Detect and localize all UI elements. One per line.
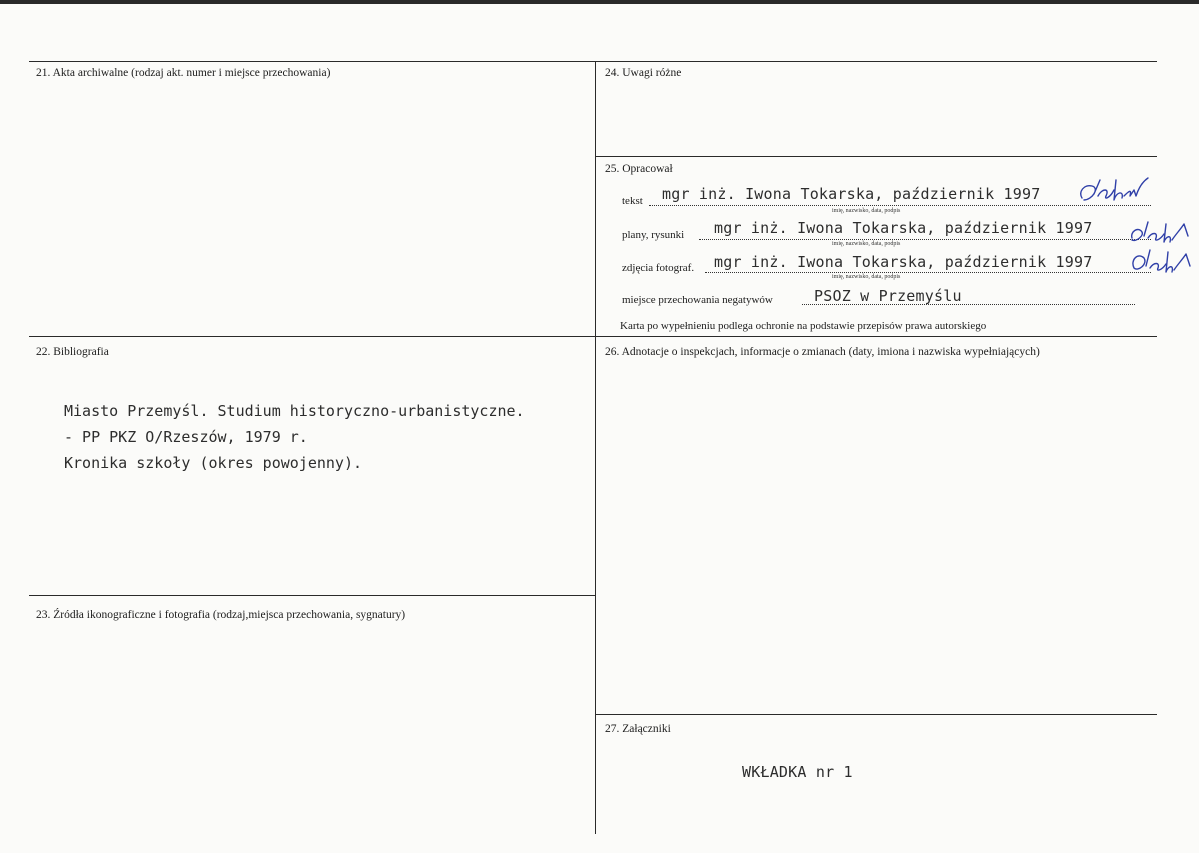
copyright-note: Karta po wypełnieniu podlega ochronie na podstawie przepisów prawa autorskiego [620,320,987,332]
row-plans-dots [699,239,1151,240]
rule-25-top [596,156,1157,157]
row-photos-label: zdjęcia fotograf. [622,262,695,274]
row-text-hint: imię, nazwisko, data, podpis [832,208,901,214]
section-22-label: 22. Bibliografia [36,346,109,358]
rule-23-top [29,595,595,596]
signature-1 [1076,166,1160,216]
row-photos-value: mgr inż. Iwona Tokarska, październik 1997 [714,253,1093,271]
signature-3 [1128,240,1194,286]
negatives-label: miejsce przechowania negatywów [622,294,773,306]
section-25-label: 25. Opracował [605,163,673,175]
row-plans-label: plany, rysunki [622,229,685,241]
attachment-value: WKŁADKA nr 1 [742,763,853,781]
bibliography-line-2: - PP PKZ O/Rzeszów, 1979 r. [64,428,308,446]
scan-edge [0,0,1199,4]
section-21-label: 21. Akta archiwalne (rodzaj akt. numer i miejsce przechowania) [36,67,331,79]
bibliography-line-3: Kronika szkoły (okres powojenny). [64,454,363,472]
negatives-value: PSOZ w Przemyślu [814,287,962,305]
row-plans-hint: imię, nazwisko, data, podpis [832,241,901,247]
row-text-value: mgr inż. Iwona Tokarska, październik 1997 [662,185,1041,203]
row-plans-value: mgr inż. Iwona Tokarska, październik 1997 [714,219,1093,237]
row-photos-dots [705,272,1151,273]
bibliography-line-1: Miasto Przemyśl. Studium historyczno-urbanistyczne. [64,402,525,420]
row-photos-hint: imię, nazwisko, data, podpis [832,274,901,280]
rule-vertical [595,61,596,834]
section-24-label: 24. Uwagi różne [605,67,682,79]
rule-22-top [29,336,1157,337]
row-text-label: tekst [622,195,643,207]
section-27-label: 27. Załączniki [605,723,671,735]
section-26-label: 26. Adnotacje o inspekcjach, informacje o zmianach (daty, imiona i nazwiska wypełniających) [605,346,1040,358]
rule-27-top [596,714,1157,715]
section-23-label: 23. Źródła ikonograficzne i fotografia (rodzaj,miejsca przechowania, sygnatury) [36,609,406,621]
rule-top [29,61,1157,62]
